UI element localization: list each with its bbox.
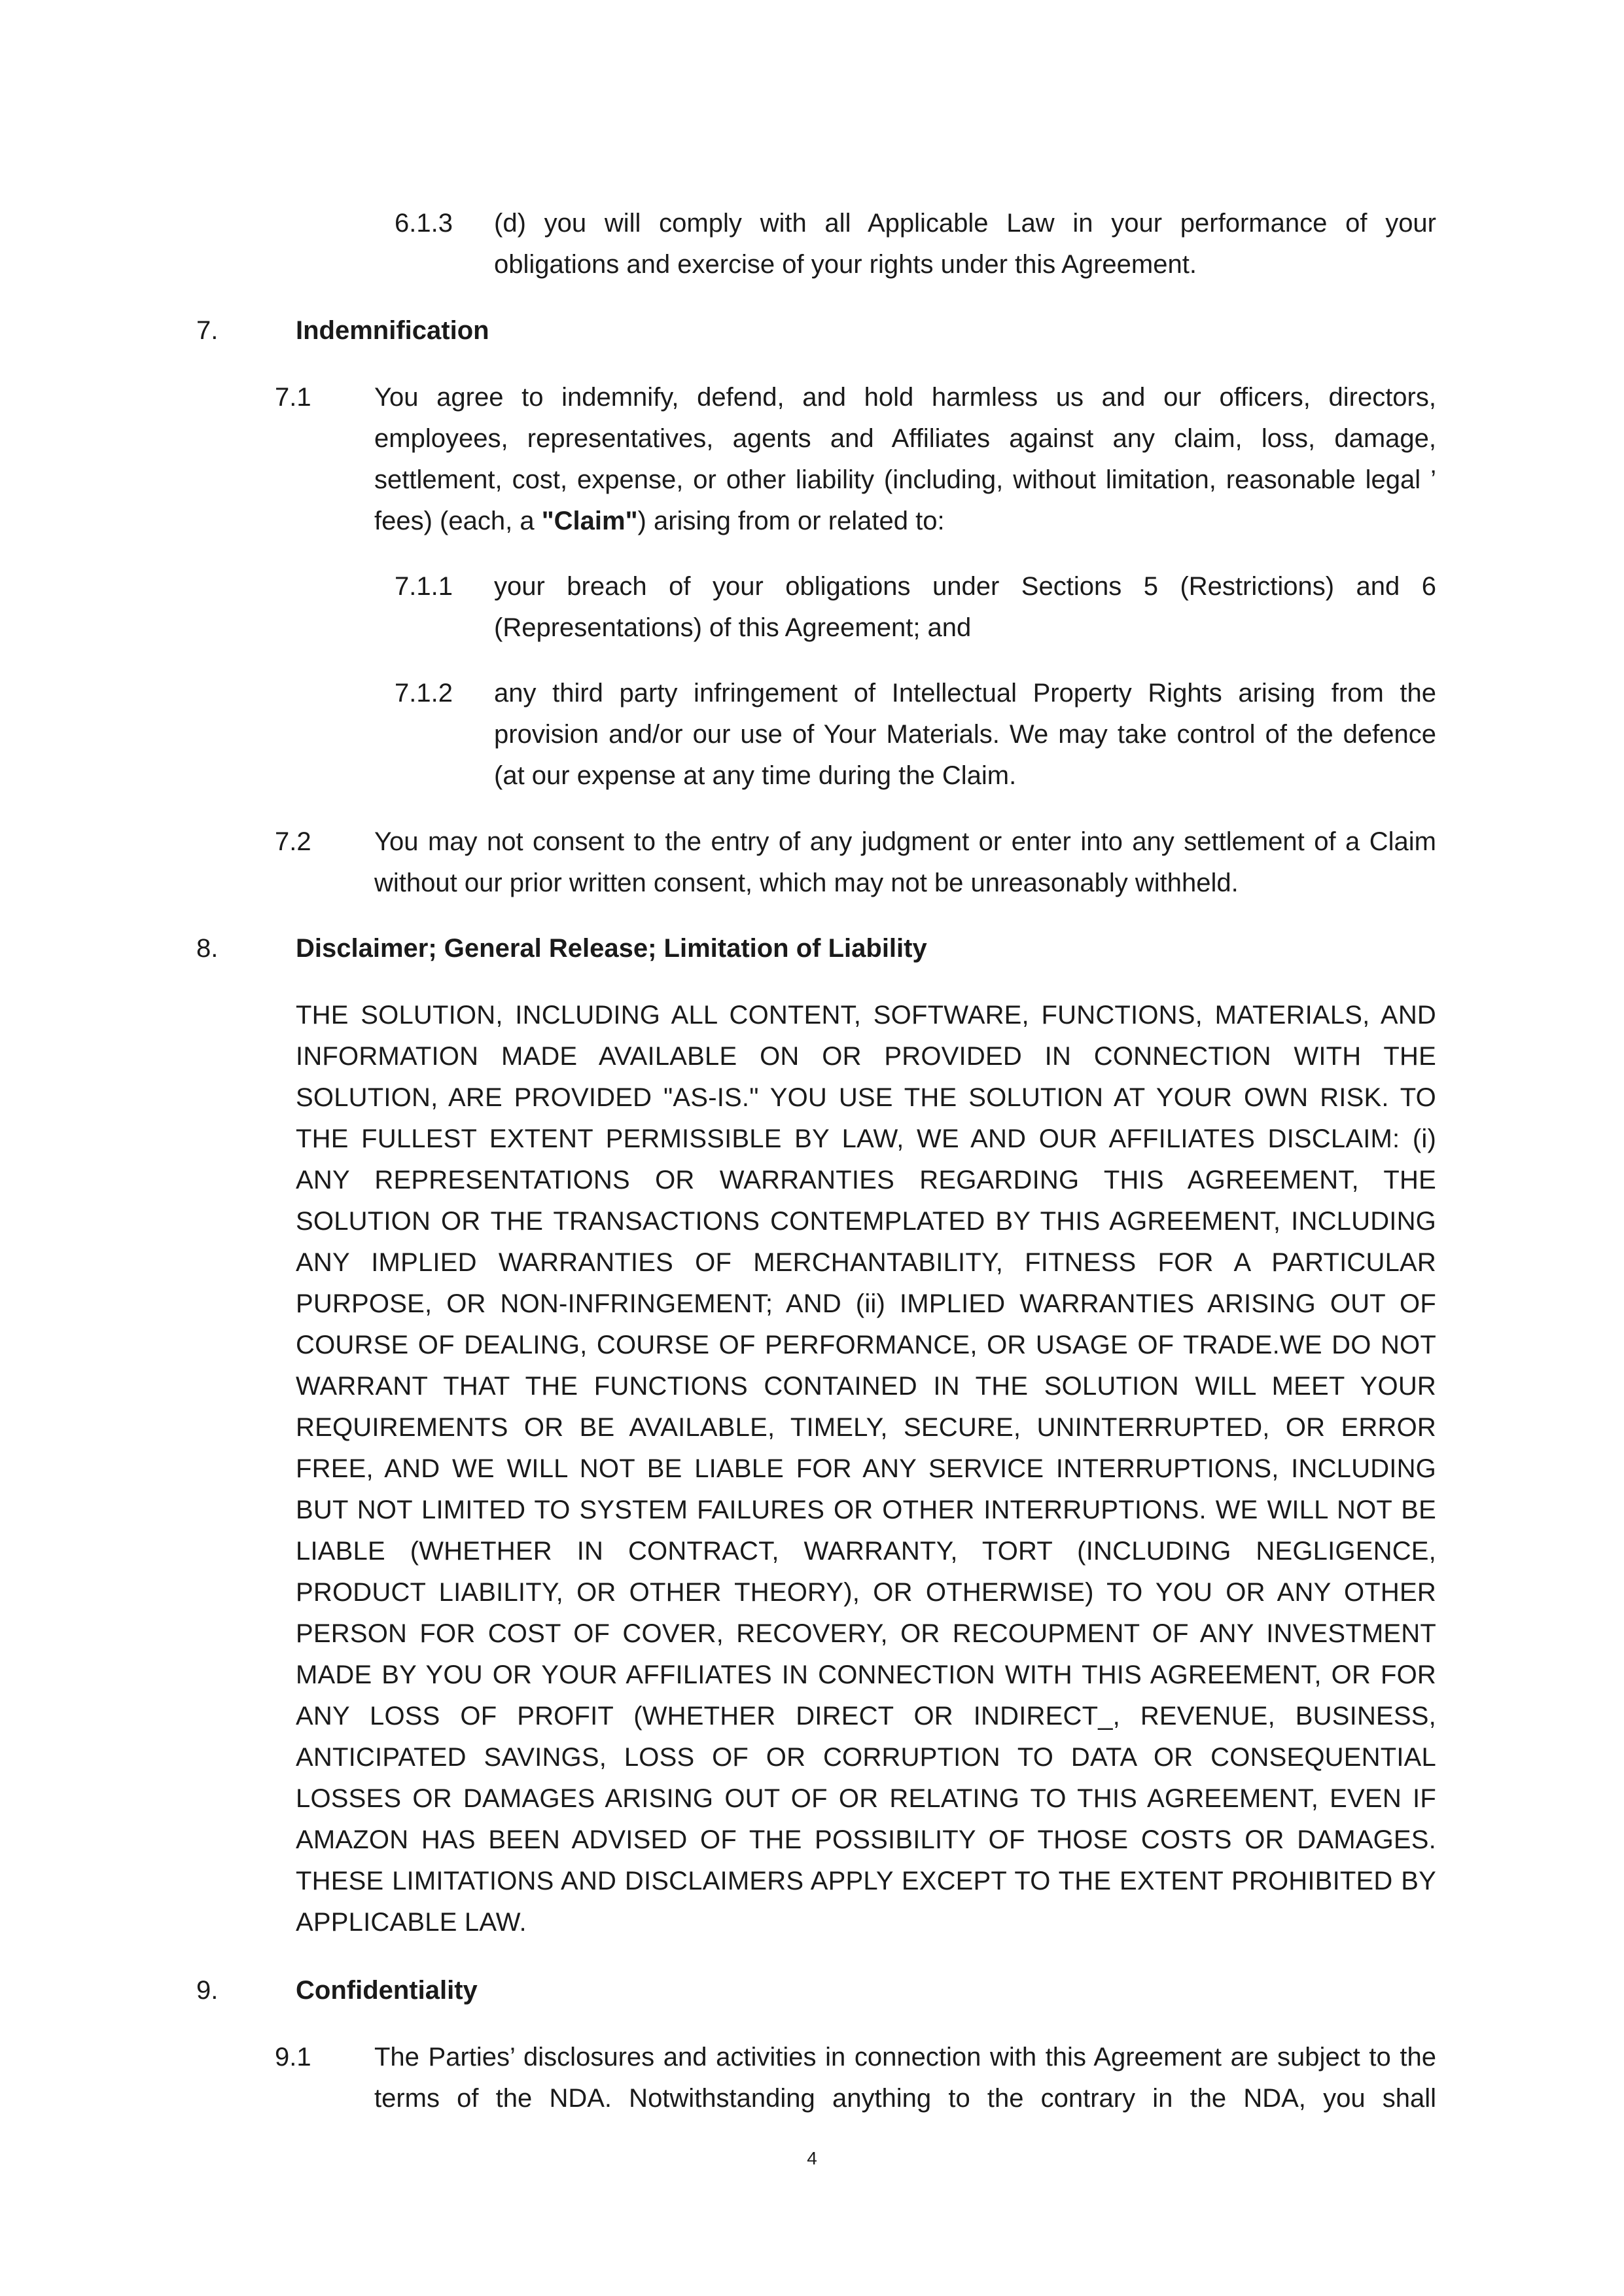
clause-text-part: You agree to indemnify, defend, and hold harmless us and our officers, directors, employees, representatives, agents and Affiliates against any claim, loss, damage, settlement, cost, expense, or other liability (including, without limitation, reasonable legal ’ fees) (each, a: [374, 383, 1436, 535]
clause-7-1-1: [0, 566, 1624, 651]
page-number: 4: [807, 2148, 817, 2168]
clause-7-1: [0, 377, 1624, 547]
section-number: 7.: [196, 316, 219, 345]
disclaimer-text: THE SOLUTION, INCLUDING ALL CONTENT, SOFTWARE, FUNCTIONS, MATERIALS, AND INFORMATION MADE AVAILABLE ON OR PROVIDED IN CONNECTION WITH THE SOLUTION, ARE PROVIDED "AS-IS." YOU USE THE SOLUTION AT YOUR OWN RISK. TO THE FULLEST EXTENT PERMISSIBLE BY LAW, WE AND OUR AFFILIATES DISCLAIM: (i) ANY REPRESENTATIONS OR WARRANTIES REGARDING THIS AGREEMENT, THE SOLUTION OR THE TRANSACTIONS CONTEMPLATED BY THIS AGREEMENT, INCLUDING ANY IMPLIED WARRANTIES OF MERCHANTABILITY, FITNESS FOR A PARTICULAR PURPOSE, OR NON-INFRINGEMENT; AND (ii) IMPLIED WARRANTIES ARISING OUT OF COURSE OF DEALING, COURSE OF PERFORMANCE, OR USAGE OF TRADE.WE DO NOT WARRANT THAT THE FUNCTIONS CONTAINED IN THE SOLUTION WILL MEET YOUR REQUIREMENTS OR BE AVAILABLE, TIMELY, SECURE, UNINTERRUPTED, OR ERROR FREE, AND WE WILL NOT BE LIABLE FOR ANY SERVICE INTERRUPTIONS, INCLUDING BUT NOT LIMITED TO SYSTEM FAILURES OR OTHER INTERRUPTIONS. WE WILL NOT BE LIABLE (WHETHER IN CONTRACT, WARRANTY, TORT (INCLUDING NEGLIGENCE, PRODUCT LIABILITY, OR OTHER THEORY), OR OTHERWISE) TO YOU OR ANY OTHER PERSON FOR COST OF COVER, RECOVERY, OR RECOUPMENT OF ANY INVESTMENT MADE BY YOU OR YOUR AFFILIATES IN CONNECTION WITH THIS AGREEMENT, OR FOR ANY LOSS OF PROFIT (WHETHER DIRECT OR INDIRECT_, REVENUE, BUSINESS, ANTICIPATED SAVINGS, LOSS OF OR CORRUPTION TO DATA OR CONSEQUENTIAL LOSSES OR DAMAGES ARISING OUT OF OR RELATING TO THIS AGREEMENT, EVEN IF AMAZON HAS BEEN ADVISED OF THE POSSIBILITY OF THOSE COSTS OR DAMAGES. THESE LIMITATIONS AND DISCLAIMERS APPLY EXCEPT TO THE EXTENT PROHIBITED BY APPLICABLE LAW.: [296, 1001, 1436, 1937]
clause-text-part: ) arising from or related to:: [637, 507, 945, 535]
clause-number: 7.1.1: [395, 572, 453, 601]
section-9-heading: [0, 1970, 1624, 2011]
clause-7-1-2: [0, 673, 1624, 800]
clause-number: 7.1.2: [395, 679, 453, 708]
clause-9-1: [0, 2037, 1624, 2122]
clause-text: any third party infringement of Intellectual Property Rights arising from the provision and/or our use of Your Materials. We may take control of the defence (at our expense at any time during the Claim.: [494, 679, 1436, 790]
clause-number: 7.1: [275, 383, 311, 412]
clause-text: The Parties’ disclosures and activities in connection with this Agreement are subject to the terms of the NDA. Notwithstanding anything to the contrary in the NDA, you shall: [374, 2043, 1436, 2113]
clause-text: (d) you will comply with all Applicable Law in your performance of your obligations and exercise of your rights under this Agreement.: [494, 209, 1436, 279]
section-title: Indemnification: [296, 316, 489, 345]
section-8-heading: [0, 928, 1624, 969]
section-8-body: [0, 995, 1624, 1944]
clause-number: 7.2: [275, 827, 311, 856]
clause-text: your breach of your obligations under Sections 5 (Restrictions) and 6 (Representations) of this Agreement; and: [494, 572, 1436, 642]
clause-number: 9.1: [275, 2043, 311, 2072]
clause-7-2: [0, 821, 1624, 906]
section-number: 9.: [196, 1976, 219, 2005]
section-title: Confidentiality: [296, 1976, 478, 2005]
clause-6-1-3: [0, 203, 1624, 288]
clause-text: [374, 377, 1436, 542]
defined-term-claim: "Claim": [541, 507, 638, 535]
clause-number: 6.1.3: [395, 209, 453, 238]
section-7-heading: [0, 310, 1624, 351]
clause-text: You may not consent to the entry of any judgment or enter into any settlement of a Claim without our prior written consent, which may not be unreasonably withheld.: [374, 827, 1436, 897]
section-title: Disclaimer; General Release; Limitation of Liability: [296, 934, 927, 963]
section-number: 8.: [196, 934, 219, 963]
